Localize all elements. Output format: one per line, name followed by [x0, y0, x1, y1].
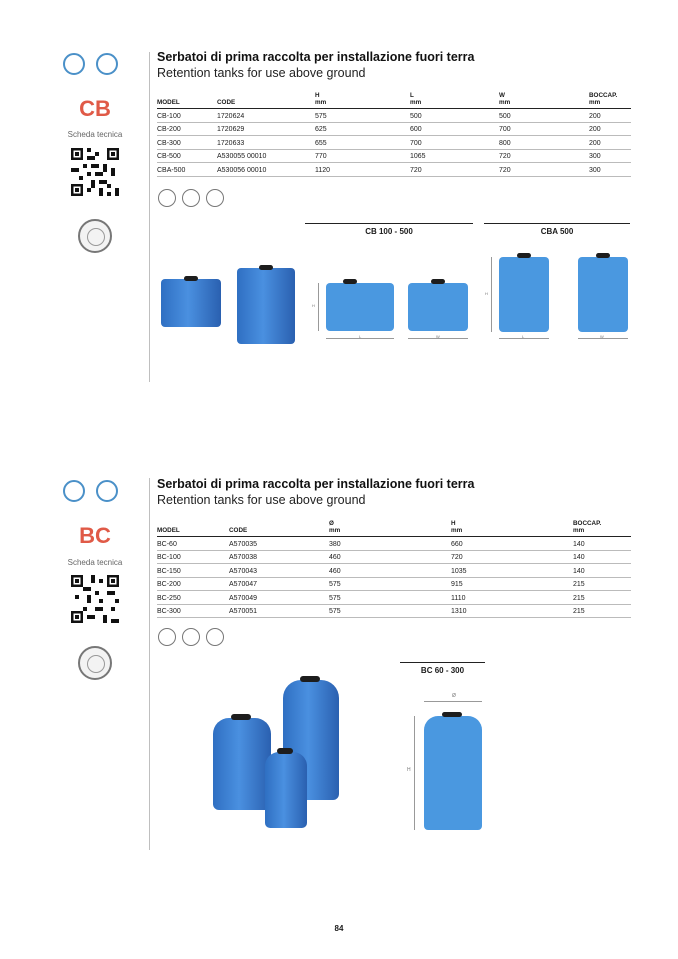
certification-seal-icon [78, 646, 112, 680]
table-header-row [157, 520, 631, 537]
table-row: BC-150 A570043 460 1035 140 [157, 564, 631, 578]
uv-icon [182, 628, 200, 646]
no-pressure-icon [206, 628, 224, 646]
qr-code[interactable] [71, 148, 119, 196]
section-title-it: Serbatoi di prima raccolta per installazione fuori terra [157, 477, 475, 491]
recycle-icon [96, 53, 118, 75]
table-row: BC-200 A570047 575 915 215 [157, 577, 631, 591]
drawing-cb-front [326, 283, 394, 331]
diagram-title: BC 60 - 300 [400, 662, 485, 675]
scheda-tecnica-link[interactable]: Scheda tecnica [67, 130, 123, 139]
drawing-cb-side [408, 283, 468, 331]
dim-label-diameter: Ø [452, 693, 456, 699]
product-code: BC [79, 523, 111, 548]
scheda-tecnica-link[interactable]: Scheda tecnica [67, 558, 123, 567]
drawing-cba-side [578, 257, 628, 332]
col-h: H mm [315, 92, 410, 109]
qr-code[interactable] [71, 575, 119, 623]
spec-table [157, 92, 631, 177]
col-code: CODE [229, 520, 329, 537]
page-number: 84 [334, 924, 344, 933]
section-title-en: Retention tanks for use above ground [157, 66, 366, 80]
certification-seal-icon [78, 219, 112, 253]
table-row: BC-250 A570049 575 1110 215 [157, 591, 631, 605]
product-photo-cb-large [237, 268, 295, 344]
table-row: BC-60 A570035 380 660 140 [157, 537, 631, 551]
product-code: CB [79, 96, 111, 121]
water-bath-icon [63, 53, 85, 75]
product-photo-bc-small [265, 752, 307, 828]
table-row: CB-200 1720629 625 600 700 200 [157, 122, 631, 136]
section-title-en: Retention tanks for use above ground [157, 493, 366, 507]
col-code: CODE [217, 92, 315, 109]
product-photo-bc-medium [213, 718, 271, 810]
col-diameter: Ø mm [329, 520, 451, 537]
dim-label-w: W [436, 334, 440, 339]
dim-label-l: L [522, 334, 525, 339]
col-l: L mm [410, 92, 499, 109]
spec-table [157, 520, 631, 618]
dim-label-h: H [312, 303, 315, 308]
table-row: BC-300 A570051 575 1310 215 [157, 604, 631, 618]
recycle-icon [96, 480, 118, 502]
dim-label-w: W [600, 334, 604, 339]
water-bath-icon [63, 480, 85, 502]
col-boccap: BOCCAP. mm [573, 520, 631, 537]
product-photo-cb-small [161, 279, 221, 327]
diagram-title: CBA 500 [484, 223, 630, 236]
table-row: CB-100 1720624 575 500 500 200 [157, 109, 631, 123]
col-w: W mm [499, 92, 589, 109]
table-row: CB-500 A530055 00010 770 1065 720 300 [157, 149, 631, 163]
uv-icon [182, 189, 200, 207]
table-row: CB-300 1720633 655 700 800 200 [157, 136, 631, 150]
section-title-it: Serbatoi di prima raccolta per installazione fuori terra [157, 50, 475, 64]
flask-icon [158, 628, 176, 646]
col-boccap: BOCCAP. mm [589, 92, 631, 109]
dim-label-h: H [485, 291, 488, 296]
col-model: MODEL [157, 520, 229, 537]
dim-label-l: L [359, 334, 362, 339]
col-h: H mm [451, 520, 573, 537]
dim-label-h: H [407, 767, 411, 773]
col-model: MODEL [157, 92, 217, 109]
drawing-bc [424, 716, 482, 830]
drawing-cba-front [499, 257, 549, 332]
table-row: CBA-500 A530056 00010 1120 720 720 300 [157, 163, 631, 177]
table-header-row [157, 92, 631, 109]
no-pressure-icon [206, 189, 224, 207]
diagram-title: CB 100 - 500 [305, 223, 473, 236]
table-row: BC-100 A570038 460 720 140 [157, 550, 631, 564]
flask-icon [158, 189, 176, 207]
